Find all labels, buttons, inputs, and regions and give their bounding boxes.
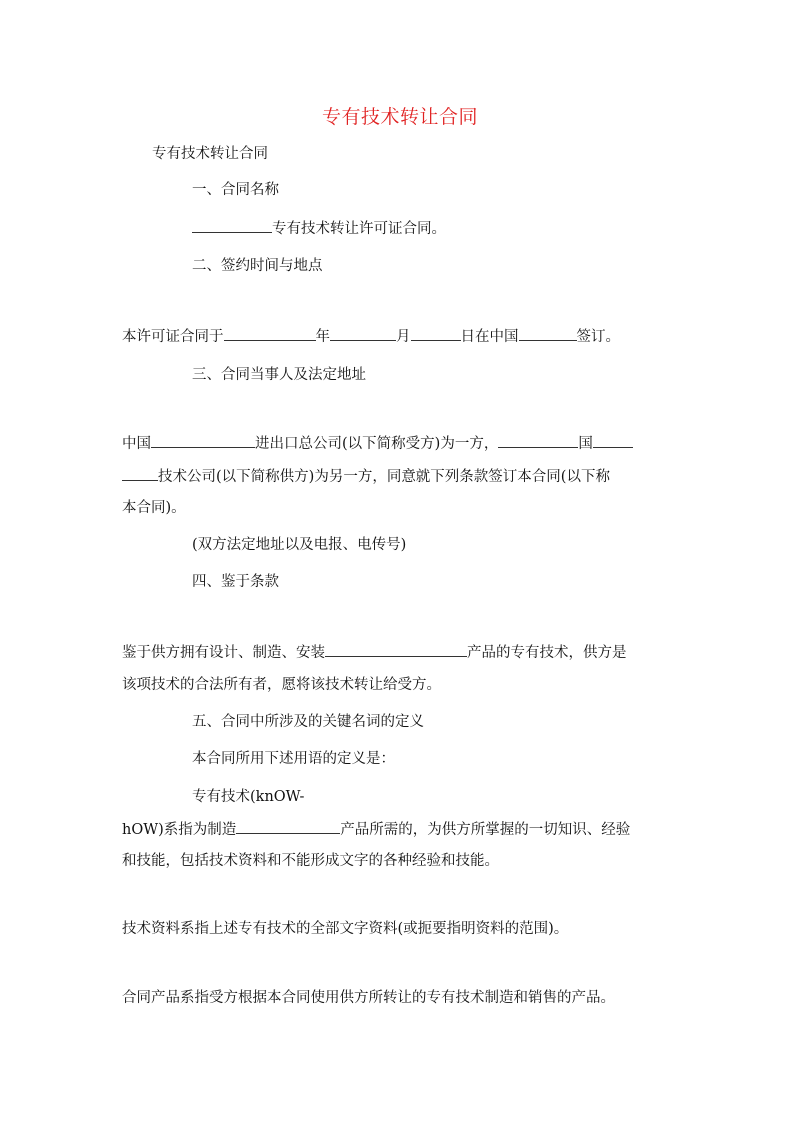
china-label: 中国 (122, 436, 151, 452)
know-how-prefix: hOW)系指为制造 (122, 822, 237, 838)
definition-know-how-line-2 (122, 819, 630, 840)
addresses-note: (双方法定地址以及电报、电传号) (192, 537, 407, 553)
parties-line-3: 本合同)。 (122, 500, 186, 516)
blank-buyer (151, 433, 255, 448)
country-label: 国 (578, 436, 593, 452)
contract-name-line (192, 218, 446, 239)
parties-line-2 (122, 466, 610, 487)
document-subtitle: 专有技术转让合同 (152, 146, 268, 162)
blank-manufacture-product (236, 819, 340, 834)
day-label: 日在中国 (460, 329, 519, 345)
document-title: 专有技术转让合同 (321, 106, 478, 128)
blank-seller-2 (122, 466, 158, 481)
blank-month (330, 326, 396, 341)
blank-place (519, 326, 577, 341)
seller-text: 技术公司(以下简称供方)为另一方，同意就下列条款签订本合同(以下称 (158, 469, 610, 485)
whereas-suffix: 产品的专有技术，供方是 (467, 645, 627, 661)
contract-name-text: 专有技术转让许可证合同。 (272, 221, 446, 237)
definition-technical-data: 技术资料系指上述专有技术的全部文字资料(或扼要指明资料的范围)。 (122, 921, 569, 937)
buyer-text: 进出口总公司(以下简称受方)为一方， (255, 436, 499, 452)
whereas-line-2: 该项技术的合法所有者，愿将该技术转让给受方。 (122, 677, 441, 693)
parties-line-1 (122, 433, 633, 454)
definitions-intro: 本合同所用下述用语的定义是： (192, 751, 395, 767)
whereas-line-1 (122, 642, 627, 663)
blank-field (192, 218, 272, 233)
section-heading-signing: 二、签约时间与地点 (192, 258, 323, 274)
blank-seller-1 (593, 433, 633, 448)
know-how-suffix: 产品所需的，为供方所掌握的一切知识、经验 (340, 822, 631, 838)
section-heading-whereas: 四、鉴于条款 (192, 574, 279, 590)
blank-product (325, 642, 467, 657)
month-label: 月 (396, 329, 411, 345)
definition-contract-product: 合同产品系指受方根据本合同使用供方所转让的专有技术制造和销售的产品。 (122, 990, 615, 1006)
signing-prefix: 本许可证合同于 (122, 329, 224, 345)
definition-know-how-line-1: 专有技术(knOW- (192, 789, 305, 805)
signing-date-line (122, 326, 620, 347)
signed-label: 签订。 (576, 329, 620, 345)
blank-year (224, 326, 316, 341)
section-heading-contract-name: 一、合同名称 (192, 182, 279, 198)
year-label: 年 (315, 329, 330, 345)
section-heading-definitions: 五、合同中所涉及的关键名词的定义 (192, 714, 424, 730)
blank-day (411, 326, 461, 341)
blank-country (498, 433, 578, 448)
section-heading-parties: 三、合同当事人及法定地址 (192, 367, 366, 383)
whereas-prefix: 鉴于供方拥有设计、制造、安装 (122, 645, 325, 661)
definition-know-how-line-3: 和技能，包括技术资料和不能形成文字的各种经验和技能。 (122, 853, 499, 869)
